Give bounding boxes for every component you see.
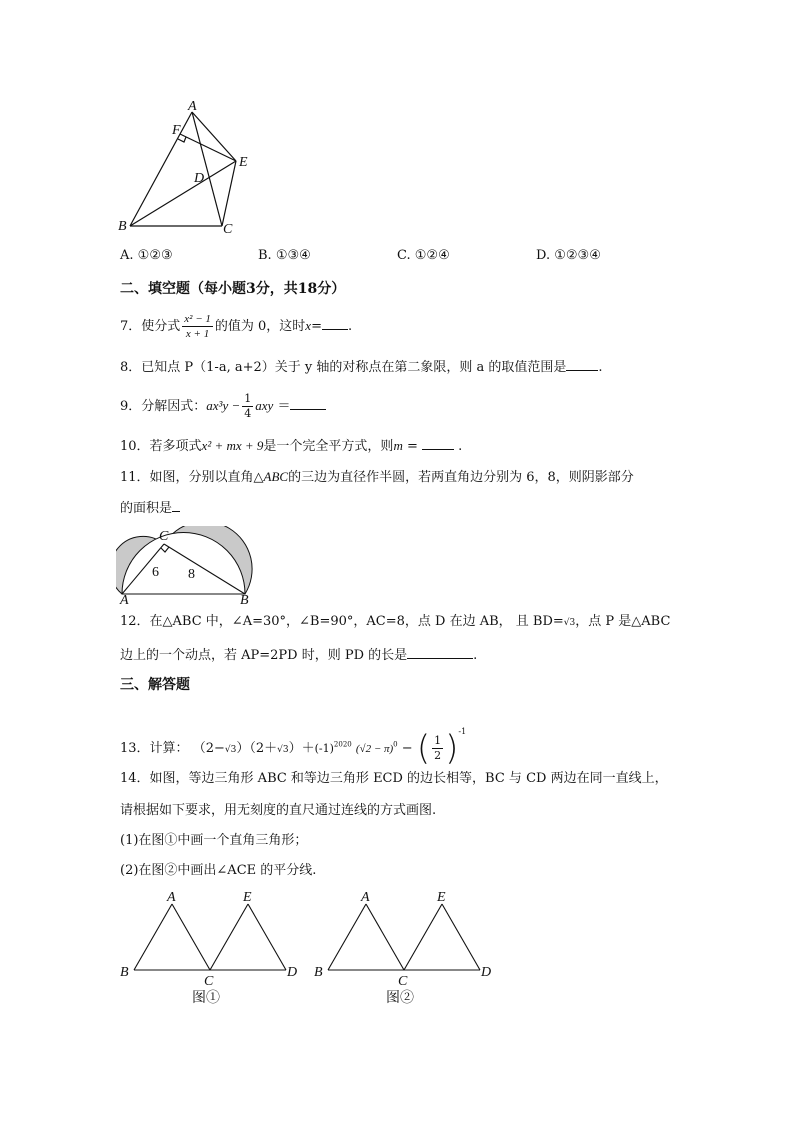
q8-answer-blank[interactable] bbox=[566, 358, 598, 371]
segment-ba bbox=[328, 904, 366, 970]
question-8 bbox=[120, 358, 603, 377]
label-e: E bbox=[437, 890, 446, 905]
q12-text-1-end: ，点 P 是△ABC bbox=[575, 614, 671, 629]
q13-numerator: 1 bbox=[434, 734, 442, 747]
q12-sqrt: √3 bbox=[563, 618, 576, 628]
label-a: A bbox=[167, 890, 176, 905]
label-e: E bbox=[243, 890, 252, 905]
figure-2 bbox=[310, 888, 500, 1008]
q13-fraction bbox=[432, 734, 443, 763]
option-b[interactable] bbox=[258, 248, 311, 263]
question-12-line-2 bbox=[120, 646, 477, 665]
side-label-8: 8 bbox=[188, 567, 195, 582]
q7-end: . bbox=[347, 319, 353, 334]
option-a[interactable] bbox=[120, 248, 173, 263]
label-d: D bbox=[194, 171, 205, 186]
label-f: F bbox=[172, 123, 181, 138]
option-letter: C. bbox=[397, 248, 411, 263]
q12-answer-blank[interactable] bbox=[407, 646, 473, 659]
q7-denominator: x + 1 bbox=[185, 328, 210, 340]
label-e: E bbox=[239, 155, 248, 170]
question-11-line-1 bbox=[120, 468, 634, 487]
question-12-line-1 bbox=[120, 613, 670, 632]
question-11-line-2 bbox=[120, 499, 180, 518]
question-13 bbox=[120, 714, 467, 769]
q13-part2: ）（2＋ bbox=[236, 741, 278, 756]
q13-minus: − bbox=[401, 741, 413, 756]
q13-exp3: 2020 bbox=[333, 740, 352, 749]
option-d[interactable] bbox=[536, 248, 601, 263]
label-a: A bbox=[188, 99, 197, 114]
label-b: B bbox=[120, 965, 129, 980]
q11-triangle: △ABC bbox=[253, 469, 289, 484]
q10-mid: 是一个完全平方式，则 bbox=[263, 439, 394, 454]
segment-ed bbox=[248, 904, 286, 970]
q7-mid: 的值为 0，这时 bbox=[214, 319, 306, 334]
option-letter: A. bbox=[120, 248, 134, 263]
q7-prefix: 7．使分式 bbox=[120, 319, 181, 334]
q13-part3: ）＋ bbox=[288, 741, 315, 756]
label-d: D bbox=[287, 965, 298, 980]
q13-exp5: -1 bbox=[458, 727, 467, 736]
section-3-heading: 三、解答题 bbox=[120, 677, 190, 693]
question-14-sub-1: (1)在图①中画一个直角三角形； bbox=[120, 833, 308, 848]
segment-ac bbox=[366, 904, 404, 970]
segment-ce bbox=[404, 904, 442, 970]
top-geometry-figure bbox=[112, 98, 262, 238]
q7-var: x bbox=[305, 318, 312, 333]
question-7 bbox=[120, 312, 352, 341]
q10-prefix: 10．若多项式 bbox=[120, 439, 202, 454]
q12-text-2: 边上的一个动点，若 AP=2PD 时，则 PD 的长是 bbox=[120, 648, 408, 663]
figure-2-caption: 图② bbox=[386, 991, 414, 1006]
q7-numerator: x² − 1 bbox=[184, 313, 211, 325]
option-letter: D. bbox=[536, 248, 551, 263]
q13-sqrt2: √3 bbox=[277, 745, 289, 755]
q13-exp4: 0 bbox=[393, 740, 398, 749]
q13-prefix: 13．计算： bbox=[120, 741, 189, 756]
q9-fraction bbox=[242, 392, 253, 421]
side-label-6: 6 bbox=[152, 565, 159, 580]
option-c[interactable] bbox=[397, 248, 450, 263]
figure-1 bbox=[116, 888, 306, 1008]
question-14-line-1: 14．如图，等边三角形 ABC 和等边三角形 ECD 的边长相等，BC 与 CD 两边在同一直线上， bbox=[120, 771, 668, 786]
q11-answer-blank[interactable] bbox=[172, 499, 180, 512]
option-value: ①②③④ bbox=[554, 248, 601, 263]
q10-eq: = bbox=[406, 439, 418, 454]
option-letter: B. bbox=[258, 248, 272, 263]
q9-denominator: 4 bbox=[244, 407, 252, 420]
label-c: C bbox=[204, 974, 214, 989]
question-9 bbox=[120, 392, 326, 421]
q13-left-paren: ( bbox=[416, 728, 431, 769]
q9-answer-blank[interactable] bbox=[290, 397, 326, 410]
q9-expr2: axy bbox=[255, 398, 274, 413]
q13-term4: (√2 − π) bbox=[355, 743, 394, 755]
segment-ec bbox=[222, 161, 236, 226]
label-a: A bbox=[361, 890, 370, 905]
q10-var: m bbox=[393, 438, 403, 453]
label-b: B bbox=[118, 219, 127, 234]
q10-end: . bbox=[458, 439, 463, 454]
q9-eq: ＝ bbox=[277, 399, 291, 414]
segment-ac bbox=[172, 904, 210, 970]
label-c: C bbox=[159, 529, 169, 544]
label-d: D bbox=[481, 965, 492, 980]
question-14-line-2: 请根据如下要求，用无刻度的直尺通过连线的方式画图. bbox=[120, 803, 437, 818]
q13-sqrt1: √3 bbox=[224, 745, 237, 755]
question-10 bbox=[120, 437, 462, 456]
segment-ce bbox=[210, 904, 248, 970]
q8-end: . bbox=[598, 360, 603, 375]
q13-term3: (-1) bbox=[314, 742, 334, 755]
section-2-heading: 二、填空题（每小题3分，共18分） bbox=[120, 281, 346, 297]
segment-ba bbox=[134, 904, 172, 970]
q9-prefix: 9．分解因式： bbox=[120, 399, 207, 414]
option-value: ①②④ bbox=[414, 248, 450, 263]
label-b: B bbox=[314, 965, 323, 980]
q13-denominator: 2 bbox=[434, 749, 442, 762]
q9-numerator: 1 bbox=[244, 392, 252, 405]
q11-text-b: 的三边为直径作半圆，若两直角边分别为 6，8，则阴影部分 bbox=[288, 470, 634, 485]
segment-ef bbox=[180, 134, 236, 161]
label-c: C bbox=[223, 222, 233, 237]
q9-expr1: ax³y − bbox=[206, 398, 241, 413]
q12-end: . bbox=[473, 648, 478, 663]
segment-ed bbox=[442, 904, 480, 970]
q7-answer-blank[interactable] bbox=[322, 317, 348, 330]
option-value: ①②③ bbox=[137, 248, 173, 263]
q7-fraction bbox=[182, 312, 213, 341]
label-a: A bbox=[120, 593, 129, 606]
semicircle-figure bbox=[116, 526, 256, 606]
q13-part1: （2− bbox=[192, 741, 225, 756]
segment-be bbox=[130, 161, 236, 226]
question-14-sub-2: (2)在图②中画出∠ACE 的平分线. bbox=[120, 863, 317, 878]
q13-right-paren: ) bbox=[445, 728, 459, 769]
q7-eq: = bbox=[311, 319, 322, 334]
q11-text-2: 的面积是 bbox=[120, 501, 173, 516]
segment-ab bbox=[130, 112, 192, 226]
q12-text-1: 12．在△ABC 中，∠A=30°，∠B=90°，AC=8，点 D 在边 AB， 且 BD= bbox=[120, 614, 564, 629]
q10-answer-blank[interactable] bbox=[422, 437, 454, 450]
q8-text: 8．已知点 P（1-a, a+2）关于 y 轴的对称点在第二象限，则 a 的取值范围是 bbox=[120, 360, 567, 375]
label-c: C bbox=[398, 974, 408, 989]
q10-expr: x² + mx + 9 bbox=[201, 438, 264, 453]
figure-1-caption: 图① bbox=[192, 991, 220, 1006]
label-b: B bbox=[240, 593, 249, 606]
q11-text-a: 11．如图，分别以直角 bbox=[120, 470, 254, 485]
option-value: ①③④ bbox=[275, 248, 311, 263]
